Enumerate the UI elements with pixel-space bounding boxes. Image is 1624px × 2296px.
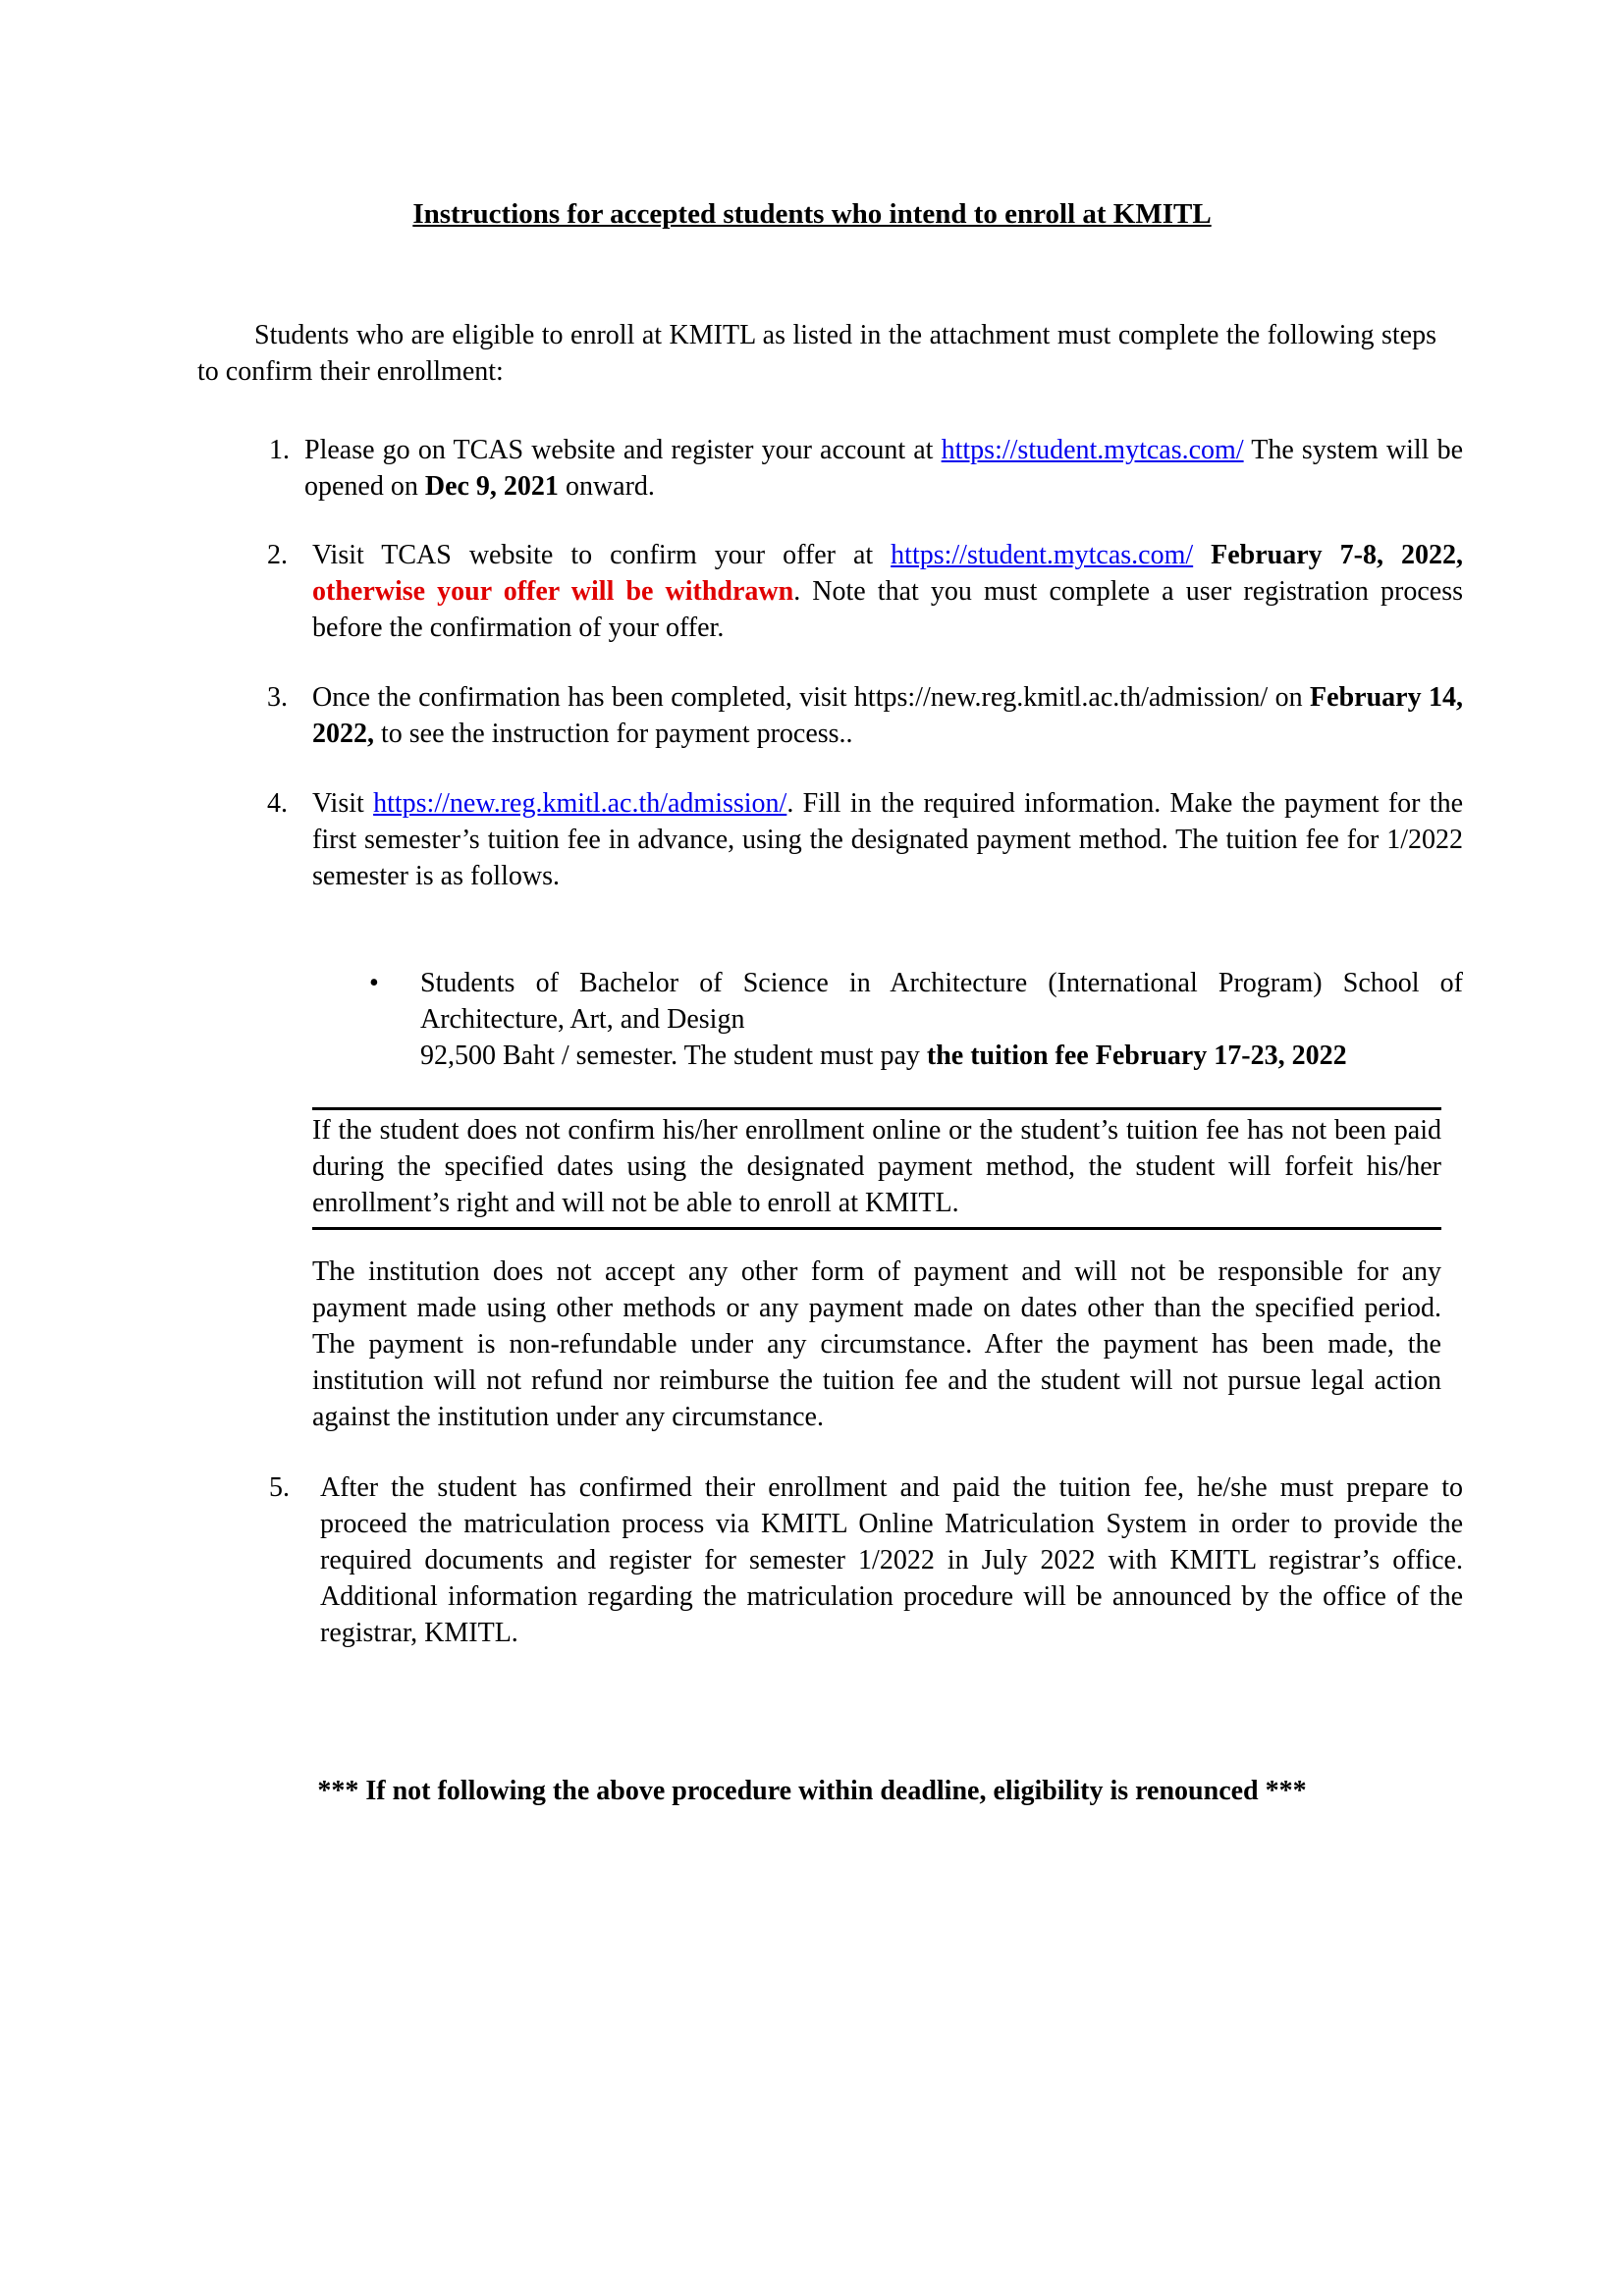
step-text-segment: Please go on TCAS website and register your account at <box>304 435 942 465</box>
bullet-icon: • <box>369 968 379 998</box>
step-text-segment: Visit <box>312 788 374 819</box>
divider-bottom <box>312 1227 1441 1230</box>
step-text-segment: to see the instruction for payment process.. <box>374 719 853 749</box>
tuition-fee-line <box>420 1038 1463 1074</box>
step-2 <box>267 537 1463 646</box>
step-text-segment: onward. <box>558 471 655 502</box>
withdrawn-warning: otherwise your offer will be withdrawn <box>312 576 794 607</box>
program-name: Students of Bachelor of Science in Architecture (International Program) School of Architecture, Art, and Design <box>420 968 1463 1035</box>
step-date: February 7-8, 2022, <box>1193 540 1463 570</box>
step-number: 4. <box>267 788 288 819</box>
intro-paragraph: Students who are eligible to enroll at KMITL as listed in the attachment must complete the following steps to confirm their enrollment: <box>197 320 1436 387</box>
eligibility-footer: *** If not following the above procedure within deadline, eligibility is renounced *** <box>317 1776 1307 1806</box>
step-text-segment: The system will be opened on <box>304 435 1464 502</box>
step-text <box>312 785 1463 894</box>
admission-link[interactable]: https://new.reg.kmitl.ac.th/admission/ <box>373 788 787 819</box>
step-number: 2. <box>267 540 288 570</box>
step-number: 3. <box>267 682 288 713</box>
step-5 <box>269 1469 1463 1651</box>
step-text-segment: Once the confirmation has been completed, visit https://new.reg.kmitl.ac.th/admission/ on <box>312 682 1311 713</box>
step-text <box>312 679 1463 752</box>
tuition-deadline: the tuition fee February 17-23, 2022 <box>926 1041 1347 1071</box>
payment-policy: The institution does not accept any other form of payment and will not be responsible for any payment made using other methods or any payment made on dates other than the specified period. The payment is non-refundable under any circumstance. After the payment has been made, the institution will not refund nor reimburse the tuition fee and the student will not pursue legal action against the institution under any circumstance. <box>312 1256 1441 1432</box>
tuition-bullet <box>369 965 1463 1074</box>
step-number: 1. <box>269 435 290 465</box>
step-text: After the student has confirmed their enrollment and paid the tuition fee, he/she must prepare to proceed the matriculation process via KMITL Online Matriculation System in order to provide the required documents and register for semester 1/2022 in July 2022 with KMITL registrar’s office. Additional information regarding the matriculation procedure will be announced by the office of the registrar, KMITL. <box>320 1472 1463 1648</box>
step-1 <box>269 432 1464 505</box>
step-4 <box>267 785 1463 894</box>
step-date: February 14, 2022, <box>312 682 1464 749</box>
tcas-link[interactable]: https://student.mytcas.com/ <box>891 540 1194 570</box>
step-date: Dec 9, 2021 <box>424 471 559 502</box>
step-text <box>312 537 1463 646</box>
step-text-segment: Visit TCAS website to confirm your offer at <box>312 540 892 570</box>
forfeit-warning: If the student does not confirm his/her enrollment online or the student’s tuition fee has not been paid during the specified dates using the designated payment method, the student will forfeit his/her enrollment’s right and will not be able to enroll at KMITL. <box>312 1115 1441 1218</box>
divider-top <box>312 1107 1441 1110</box>
step-number: 5. <box>269 1472 290 1503</box>
step-text-segment: . Note that you must complete a user registration process before the confirmation of your offer. <box>312 576 1463 643</box>
document-title: Instructions for accepted students who intend to enroll at KMITL <box>412 198 1212 230</box>
step-text <box>304 432 1463 505</box>
tuition-amount: 92,500 Baht / semester. The student must pay <box>420 1041 927 1071</box>
step-3 <box>267 679 1464 752</box>
step-text-segment: . Fill in the required information. Make the payment for the first semester’s tuition fee in advance, using the designated payment method. The tuition fee for 1/2022 semester is as follows. <box>312 788 1463 891</box>
tcas-link[interactable]: https://student.mytcas.com/ <box>941 435 1244 465</box>
